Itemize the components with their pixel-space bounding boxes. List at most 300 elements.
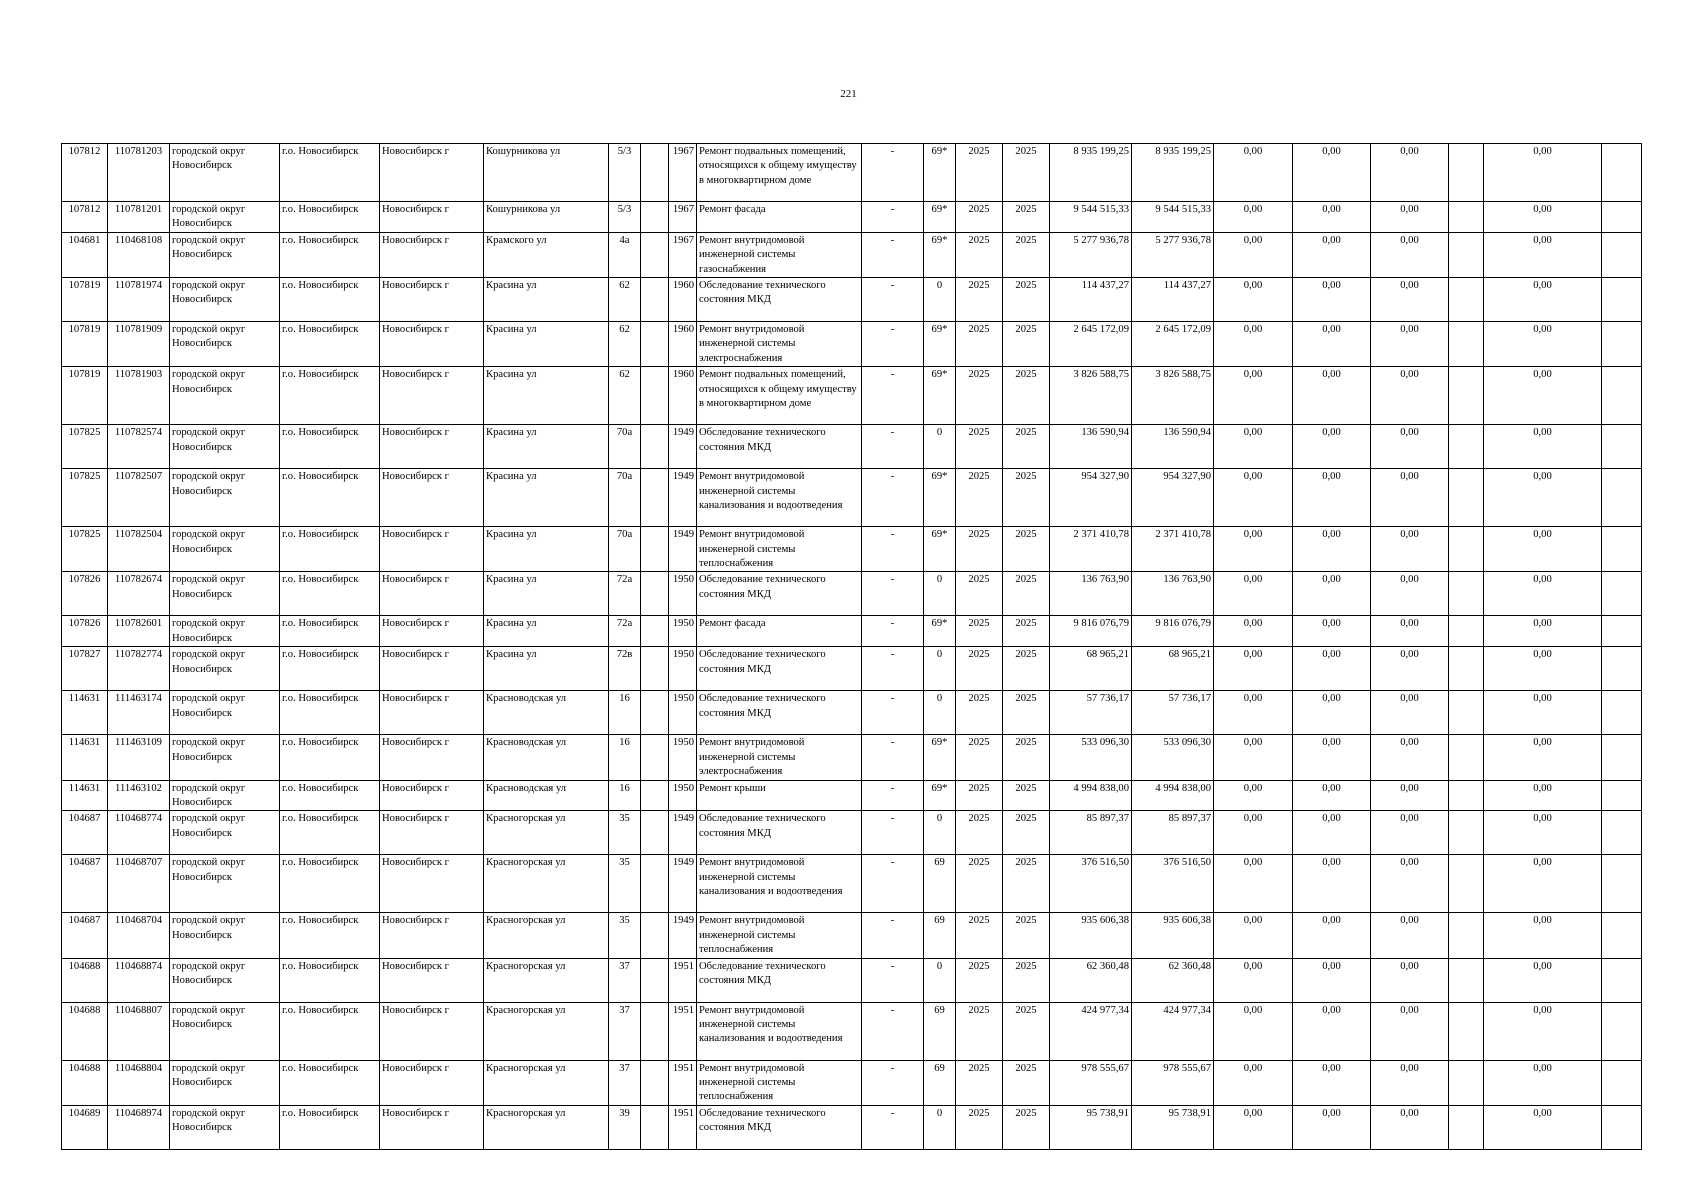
cell-house: 35 (609, 855, 641, 913)
cell-municipality: городской округ Новосибирск (170, 1002, 280, 1060)
cell-cost-budget-b: 0,00 (1293, 735, 1371, 780)
cell-street: Красина ул (484, 278, 609, 322)
cell-year-end: 2025 (1003, 278, 1050, 322)
cell-empty-col (1449, 469, 1484, 527)
cell-cost-other: 0,00 (1484, 616, 1602, 647)
cell-cost-budget-c: 0,00 (1371, 425, 1449, 469)
page-number: 221 (840, 88, 857, 100)
cell-tail-col (1602, 958, 1642, 1002)
cell-work-type: Ремонт внутридомовой инженерной системы канализования и водоотведения (697, 855, 862, 913)
cell-cost-budget-b: 0,00 (1293, 1060, 1371, 1105)
cell-year: 1949 (669, 811, 697, 855)
cell-cost-budget-b: 0,00 (1293, 811, 1371, 855)
cell-tail-col (1602, 469, 1642, 527)
cell-locality: Новосибирск г (380, 278, 484, 322)
cell-code-b: 110468807 (108, 1002, 170, 1060)
cell-building (641, 691, 669, 735)
cell-cost-total: 95 738,91 (1050, 1105, 1132, 1149)
cell-house: 62 (609, 322, 641, 367)
cell-tail-col (1602, 855, 1642, 913)
cell-municipality: городской округ Новосибирск (170, 691, 280, 735)
cell-building (641, 616, 669, 647)
table-row (62, 855, 1642, 913)
cell-house: 5/3 (609, 202, 641, 233)
cell-building (641, 367, 669, 425)
cell-work-type: Обследование технического состояния МКД (697, 647, 862, 691)
cell-year-start: 2025 (956, 527, 1003, 572)
cell-cost-total: 2 645 172,09 (1050, 322, 1132, 367)
cell-district: г.о. Новосибирск (280, 322, 380, 367)
cell-street: Красноводская ул (484, 780, 609, 811)
cell-service-life: 0 (924, 572, 956, 616)
cell-cost-other: 0,00 (1484, 855, 1602, 913)
cell-service-life: 0 (924, 425, 956, 469)
cell-service-life: 69* (924, 616, 956, 647)
cell-cost-other: 0,00 (1484, 1060, 1602, 1105)
cell-service-life: 69 (924, 1060, 956, 1105)
cell-cost-budget-a: 0,00 (1214, 469, 1293, 527)
cell-municipality: городской округ Новосибирск (170, 1105, 280, 1149)
cell-district: г.о. Новосибирск (280, 367, 380, 425)
cell-cost-other: 0,00 (1484, 144, 1602, 202)
cell-municipality: городской округ Новосибирск (170, 144, 280, 202)
cell-cost-fund: 8 935 199,25 (1132, 144, 1214, 202)
cell-district: г.о. Новосибирск (280, 572, 380, 616)
cell-code-a: 114631 (62, 691, 108, 735)
cell-tail-col (1602, 322, 1642, 367)
cell-house: 39 (609, 1105, 641, 1149)
cell-work-type: Обследование технического состояния МКД (697, 1105, 862, 1149)
cell-code-b: 110468974 (108, 1105, 170, 1149)
cell-building (641, 1060, 669, 1105)
cell-district: г.о. Новосибирск (280, 1060, 380, 1105)
cell-building (641, 202, 669, 233)
cell-municipality: городской округ Новосибирск (170, 855, 280, 913)
cell-cost-budget-a: 0,00 (1214, 958, 1293, 1002)
cell-empty-col (1449, 367, 1484, 425)
cell-district: г.о. Новосибирск (280, 735, 380, 780)
cell-street: Красногорская ул (484, 1060, 609, 1105)
cell-building (641, 527, 669, 572)
cell-year-end: 2025 (1003, 232, 1050, 277)
cell-year-end: 2025 (1003, 1105, 1050, 1149)
cell-dash: - (862, 1002, 924, 1060)
cell-year-end: 2025 (1003, 913, 1050, 958)
cell-code-a: 104688 (62, 1002, 108, 1060)
cell-district: г.о. Новосибирск (280, 1002, 380, 1060)
register-table (61, 143, 1642, 1150)
table-row (62, 425, 1642, 469)
cell-dash: - (862, 202, 924, 233)
cell-code-b: 110468774 (108, 811, 170, 855)
cell-tail-col (1602, 144, 1642, 202)
cell-year-end: 2025 (1003, 958, 1050, 1002)
cell-cost-fund: 954 327,90 (1132, 469, 1214, 527)
cell-cost-budget-b: 0,00 (1293, 958, 1371, 1002)
cell-cost-total: 3 826 588,75 (1050, 367, 1132, 425)
cell-street: Красногорская ул (484, 958, 609, 1002)
table-row (62, 144, 1642, 202)
cell-district: г.о. Новосибирск (280, 1105, 380, 1149)
table-row (62, 367, 1642, 425)
cell-municipality: городской округ Новосибирск (170, 1060, 280, 1105)
cell-cost-budget-a: 0,00 (1214, 202, 1293, 233)
cell-cost-budget-a: 0,00 (1214, 572, 1293, 616)
cell-cost-other: 0,00 (1484, 1105, 1602, 1149)
cell-empty-col (1449, 232, 1484, 277)
cell-cost-fund: 9 816 076,79 (1132, 616, 1214, 647)
cell-building (641, 647, 669, 691)
cell-cost-budget-a: 0,00 (1214, 735, 1293, 780)
cell-cost-fund: 935 606,38 (1132, 913, 1214, 958)
cell-locality: Новосибирск г (380, 144, 484, 202)
cell-cost-other: 0,00 (1484, 278, 1602, 322)
cell-work-type: Ремонт подвальных помещений, относящихся к общему имуществу в многоквартирном доме (697, 367, 862, 425)
cell-cost-other: 0,00 (1484, 469, 1602, 527)
cell-code-b: 110468707 (108, 855, 170, 913)
table-row (62, 735, 1642, 780)
cell-house: 72в (609, 647, 641, 691)
cell-cost-budget-c: 0,00 (1371, 855, 1449, 913)
table-row (62, 1002, 1642, 1060)
table-row (62, 469, 1642, 527)
cell-building (641, 232, 669, 277)
cell-municipality: городской округ Новосибирск (170, 572, 280, 616)
cell-year: 1951 (669, 1002, 697, 1060)
cell-dash: - (862, 144, 924, 202)
cell-code-a: 107826 (62, 616, 108, 647)
cell-year: 1950 (669, 616, 697, 647)
cell-work-type: Ремонт внутридомовой инженерной системы электроснабжения (697, 735, 862, 780)
cell-house: 37 (609, 958, 641, 1002)
cell-municipality: городской округ Новосибирск (170, 958, 280, 1002)
cell-cost-other: 0,00 (1484, 735, 1602, 780)
cell-dash: - (862, 1060, 924, 1105)
cell-code-b: 110782774 (108, 647, 170, 691)
cell-empty-col (1449, 278, 1484, 322)
cell-district: г.о. Новосибирск (280, 527, 380, 572)
cell-tail-col (1602, 278, 1642, 322)
cell-year: 1967 (669, 202, 697, 233)
cell-dash: - (862, 1105, 924, 1149)
cell-street: Красноводская ул (484, 691, 609, 735)
cell-cost-budget-b: 0,00 (1293, 691, 1371, 735)
cell-dash: - (862, 958, 924, 1002)
cell-cost-other: 0,00 (1484, 232, 1602, 277)
cell-cost-fund: 2 371 410,78 (1132, 527, 1214, 572)
cell-cost-budget-b: 0,00 (1293, 367, 1371, 425)
cell-cost-budget-c: 0,00 (1371, 958, 1449, 1002)
cell-municipality: городской округ Новосибирск (170, 322, 280, 367)
cell-code-a: 107819 (62, 322, 108, 367)
cell-work-type: Обследование технического состояния МКД (697, 811, 862, 855)
cell-dash: - (862, 232, 924, 277)
cell-code-b: 110468108 (108, 232, 170, 277)
cell-code-a: 104688 (62, 1060, 108, 1105)
cell-district: г.о. Новосибирск (280, 691, 380, 735)
cell-cost-budget-b: 0,00 (1293, 647, 1371, 691)
cell-year-start: 2025 (956, 1002, 1003, 1060)
cell-cost-budget-c: 0,00 (1371, 1060, 1449, 1105)
cell-cost-budget-c: 0,00 (1371, 572, 1449, 616)
cell-service-life: 69 (924, 1002, 956, 1060)
cell-building (641, 780, 669, 811)
cell-dash: - (862, 855, 924, 913)
cell-tail-col (1602, 1060, 1642, 1105)
register-rows (62, 144, 1642, 1150)
cell-cost-total: 376 516,50 (1050, 855, 1132, 913)
cell-cost-budget-a: 0,00 (1214, 1105, 1293, 1149)
cell-work-type: Ремонт внутридомовой инженерной системы теплоснабжения (697, 527, 862, 572)
cell-cost-fund: 376 516,50 (1132, 855, 1214, 913)
cell-service-life: 0 (924, 691, 956, 735)
cell-cost-budget-b: 0,00 (1293, 1002, 1371, 1060)
cell-house: 70а (609, 425, 641, 469)
cell-building (641, 1105, 669, 1149)
cell-cost-other: 0,00 (1484, 811, 1602, 855)
cell-year-end: 2025 (1003, 855, 1050, 913)
cell-year: 1950 (669, 691, 697, 735)
table-row (62, 572, 1642, 616)
cell-tail-col (1602, 647, 1642, 691)
cell-year-end: 2025 (1003, 572, 1050, 616)
cell-year: 1950 (669, 647, 697, 691)
cell-cost-budget-b: 0,00 (1293, 232, 1371, 277)
cell-cost-fund: 95 738,91 (1132, 1105, 1214, 1149)
cell-street: Красина ул (484, 527, 609, 572)
table-row (62, 527, 1642, 572)
cell-tail-col (1602, 425, 1642, 469)
cell-district: г.о. Новосибирск (280, 616, 380, 647)
table-row (62, 1105, 1642, 1149)
cell-cost-budget-a: 0,00 (1214, 322, 1293, 367)
cell-year: 1950 (669, 780, 697, 811)
cell-tail-col (1602, 691, 1642, 735)
cell-street: Красина ул (484, 647, 609, 691)
cell-house: 62 (609, 278, 641, 322)
cell-work-type: Ремонт внутридомовой инженерной системы канализования и водоотведения (697, 469, 862, 527)
cell-cost-fund: 4 994 838,00 (1132, 780, 1214, 811)
cell-empty-col (1449, 144, 1484, 202)
cell-cost-total: 9 816 076,79 (1050, 616, 1132, 647)
cell-cost-total: 8 935 199,25 (1050, 144, 1132, 202)
cell-year: 1949 (669, 425, 697, 469)
cell-cost-budget-a: 0,00 (1214, 425, 1293, 469)
cell-locality: Новосибирск г (380, 780, 484, 811)
cell-code-a: 104687 (62, 811, 108, 855)
cell-cost-budget-b: 0,00 (1293, 322, 1371, 367)
cell-cost-budget-a: 0,00 (1214, 278, 1293, 322)
cell-cost-total: 424 977,34 (1050, 1002, 1132, 1060)
cell-tail-col (1602, 232, 1642, 277)
cell-year: 1950 (669, 572, 697, 616)
cell-service-life: 69* (924, 232, 956, 277)
cell-cost-fund: 3 826 588,75 (1132, 367, 1214, 425)
cell-building (641, 913, 669, 958)
cell-empty-col (1449, 1105, 1484, 1149)
cell-code-a: 104689 (62, 1105, 108, 1149)
cell-district: г.о. Новосибирск (280, 278, 380, 322)
cell-cost-fund: 62 360,48 (1132, 958, 1214, 1002)
cell-work-type: Ремонт крыши (697, 780, 862, 811)
cell-empty-col (1449, 647, 1484, 691)
cell-locality: Новосибирск г (380, 647, 484, 691)
cell-year-end: 2025 (1003, 469, 1050, 527)
cell-cost-budget-b: 0,00 (1293, 202, 1371, 233)
cell-code-a: 107825 (62, 469, 108, 527)
cell-year: 1967 (669, 232, 697, 277)
cell-street: Красина ул (484, 616, 609, 647)
cell-municipality: городской округ Новосибирск (170, 913, 280, 958)
cell-cost-fund: 57 736,17 (1132, 691, 1214, 735)
cell-cost-budget-c: 0,00 (1371, 367, 1449, 425)
cell-street: Красногорская ул (484, 811, 609, 855)
cell-year-end: 2025 (1003, 322, 1050, 367)
cell-cost-other: 0,00 (1484, 425, 1602, 469)
cell-code-a: 107819 (62, 367, 108, 425)
cell-service-life: 69* (924, 144, 956, 202)
cell-dash: - (862, 527, 924, 572)
cell-cost-other: 0,00 (1484, 322, 1602, 367)
cell-locality: Новосибирск г (380, 855, 484, 913)
cell-locality: Новосибирск г (380, 913, 484, 958)
cell-municipality: городской округ Новосибирск (170, 367, 280, 425)
cell-year-start: 2025 (956, 616, 1003, 647)
cell-cost-fund: 424 977,34 (1132, 1002, 1214, 1060)
cell-cost-total: 2 371 410,78 (1050, 527, 1132, 572)
cell-empty-col (1449, 958, 1484, 1002)
cell-cost-other: 0,00 (1484, 958, 1602, 1002)
cell-year-end: 2025 (1003, 616, 1050, 647)
cell-cost-fund: 533 096,30 (1132, 735, 1214, 780)
cell-house: 5/3 (609, 144, 641, 202)
cell-work-type: Ремонт внутридомовой инженерной системы канализования и водоотведения (697, 1002, 862, 1060)
cell-cost-budget-b: 0,00 (1293, 913, 1371, 958)
cell-work-type: Обследование технического состояния МКД (697, 278, 862, 322)
cell-year: 1950 (669, 735, 697, 780)
cell-street: Кошурникова ул (484, 202, 609, 233)
cell-locality: Новосибирск г (380, 958, 484, 1002)
cell-cost-budget-b: 0,00 (1293, 469, 1371, 527)
cell-cost-total: 62 360,48 (1050, 958, 1132, 1002)
cell-code-b: 111463102 (108, 780, 170, 811)
cell-cost-budget-c: 0,00 (1371, 691, 1449, 735)
cell-tail-col (1602, 811, 1642, 855)
cell-code-b: 110468704 (108, 913, 170, 958)
cell-cost-total: 114 437,27 (1050, 278, 1132, 322)
cell-year-start: 2025 (956, 780, 1003, 811)
cell-cost-fund: 2 645 172,09 (1132, 322, 1214, 367)
cell-cost-budget-c: 0,00 (1371, 811, 1449, 855)
cell-locality: Новосибирск г (380, 202, 484, 233)
cell-code-b: 111463109 (108, 735, 170, 780)
cell-year: 1960 (669, 367, 697, 425)
cell-municipality: городской округ Новосибирск (170, 278, 280, 322)
cell-empty-col (1449, 780, 1484, 811)
cell-locality: Новосибирск г (380, 691, 484, 735)
cell-year-end: 2025 (1003, 144, 1050, 202)
cell-cost-fund: 978 555,67 (1132, 1060, 1214, 1105)
cell-locality: Новосибирск г (380, 425, 484, 469)
cell-year-start: 2025 (956, 425, 1003, 469)
cell-dash: - (862, 735, 924, 780)
table-row (62, 913, 1642, 958)
cell-street: Крамского ул (484, 232, 609, 277)
cell-municipality: городской округ Новосибирск (170, 780, 280, 811)
cell-dash: - (862, 572, 924, 616)
cell-district: г.о. Новосибирск (280, 958, 380, 1002)
cell-year: 1951 (669, 1105, 697, 1149)
cell-service-life: 69* (924, 735, 956, 780)
cell-code-b: 110782507 (108, 469, 170, 527)
cell-house: 37 (609, 1060, 641, 1105)
cell-cost-budget-a: 0,00 (1214, 232, 1293, 277)
cell-dash: - (862, 780, 924, 811)
cell-house: 16 (609, 780, 641, 811)
cell-house: 72а (609, 616, 641, 647)
cell-year-start: 2025 (956, 1060, 1003, 1105)
cell-cost-total: 68 965,21 (1050, 647, 1132, 691)
cell-service-life: 0 (924, 647, 956, 691)
cell-code-a: 107826 (62, 572, 108, 616)
cell-district: г.о. Новосибирск (280, 202, 380, 233)
cell-street: Красина ул (484, 367, 609, 425)
cell-service-life: 69 (924, 855, 956, 913)
cell-locality: Новосибирск г (380, 1105, 484, 1149)
cell-cost-budget-c: 0,00 (1371, 780, 1449, 811)
cell-street: Красногорская ул (484, 1002, 609, 1060)
cell-work-type: Ремонт внутридомовой инженерной системы газоснабжения (697, 232, 862, 277)
cell-service-life: 69* (924, 780, 956, 811)
cell-code-a: 107827 (62, 647, 108, 691)
cell-locality: Новосибирск г (380, 322, 484, 367)
cell-year-end: 2025 (1003, 811, 1050, 855)
cell-cost-fund: 68 965,21 (1132, 647, 1214, 691)
cell-year-start: 2025 (956, 735, 1003, 780)
cell-house: 72а (609, 572, 641, 616)
cell-cost-budget-c: 0,00 (1371, 1105, 1449, 1149)
cell-year-start: 2025 (956, 367, 1003, 425)
table-row (62, 647, 1642, 691)
cell-tail-col (1602, 367, 1642, 425)
cell-locality: Новосибирск г (380, 735, 484, 780)
cell-municipality: городской округ Новосибирск (170, 811, 280, 855)
cell-code-b: 110782674 (108, 572, 170, 616)
cell-service-life: 0 (924, 278, 956, 322)
cell-year-start: 2025 (956, 572, 1003, 616)
table-row (62, 322, 1642, 367)
cell-locality: Новосибирск г (380, 811, 484, 855)
cell-year-start: 2025 (956, 811, 1003, 855)
cell-building (641, 735, 669, 780)
cell-cost-total: 4 994 838,00 (1050, 780, 1132, 811)
cell-work-type: Ремонт внутридомовой инженерной системы теплоснабжения (697, 1060, 862, 1105)
cell-house: 70а (609, 469, 641, 527)
cell-code-b: 110782601 (108, 616, 170, 647)
cell-cost-total: 978 555,67 (1050, 1060, 1132, 1105)
cell-district: г.о. Новосибирск (280, 232, 380, 277)
cell-locality: Новосибирск г (380, 232, 484, 277)
cell-empty-col (1449, 1060, 1484, 1105)
cell-code-b: 110782504 (108, 527, 170, 572)
cell-service-life: 0 (924, 811, 956, 855)
cell-empty-col (1449, 322, 1484, 367)
cell-cost-budget-c: 0,00 (1371, 913, 1449, 958)
cell-house: 70а (609, 527, 641, 572)
cell-tail-col (1602, 572, 1642, 616)
cell-work-type: Обследование технического состояния МКД (697, 691, 862, 735)
cell-dash: - (862, 811, 924, 855)
